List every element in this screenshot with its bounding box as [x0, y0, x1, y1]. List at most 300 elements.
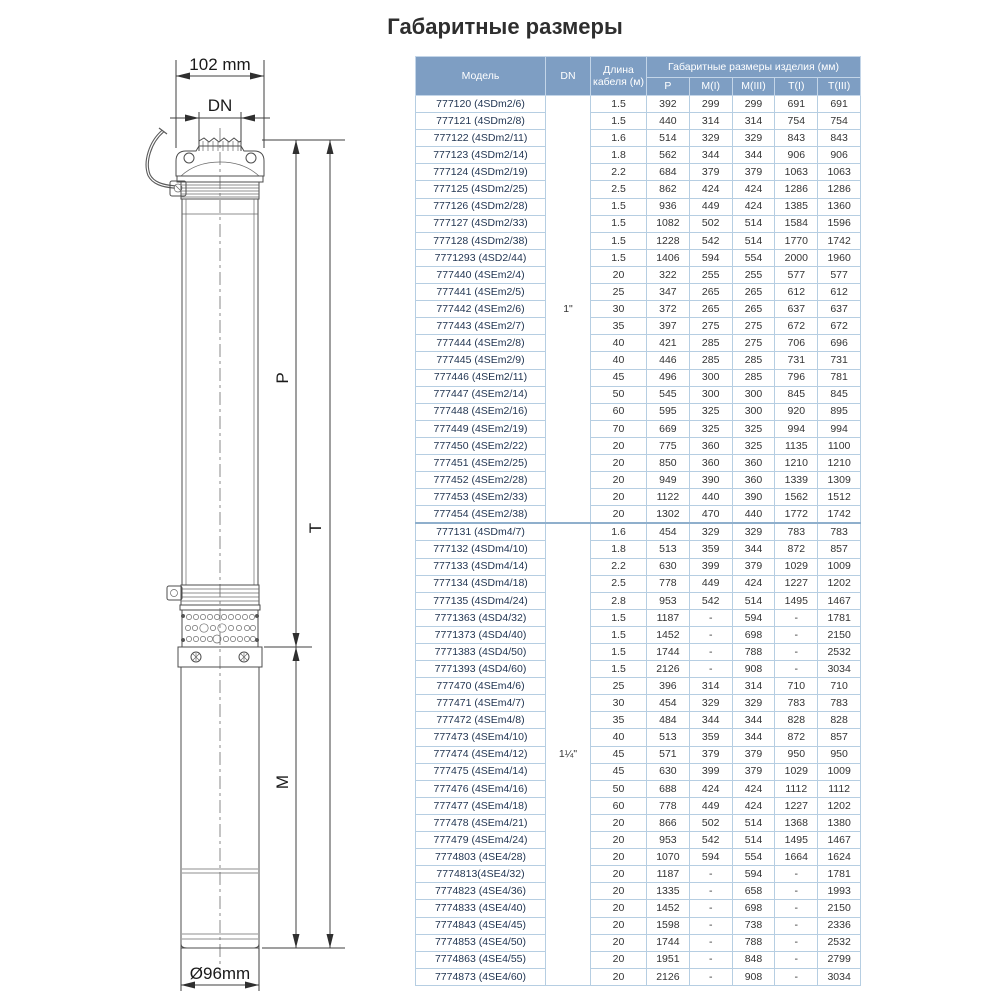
dim-p-cell: 396: [647, 678, 690, 695]
header-cable-length: Длина кабеля (м): [591, 57, 647, 96]
table-row: [416, 849, 861, 866]
header-model: Модель: [416, 57, 546, 96]
header-dim-t3: T(III): [818, 78, 861, 96]
cable-length-cell: 2.5: [591, 575, 647, 592]
header-dim-m1: M(I): [689, 78, 732, 96]
dim-label-t: T: [306, 522, 325, 534]
model-cell: 777124 (4SDm2/19): [416, 164, 546, 181]
dim-p-cell: 1070: [647, 849, 690, 866]
dim-t3-cell: 2336: [818, 917, 861, 934]
dim-p-cell: 1744: [647, 934, 690, 951]
dim-m3-cell: 514: [732, 215, 775, 232]
dim-m3-cell: 554: [732, 849, 775, 866]
dim-t3-cell: 1009: [818, 558, 861, 575]
dim-t1-cell: 731: [775, 352, 818, 369]
dim-m3-cell: 329: [732, 130, 775, 147]
dim-m1-cell: 424: [689, 780, 732, 797]
dim-t1-cell: 1368: [775, 814, 818, 831]
dim-m1-cell: 424: [689, 181, 732, 198]
dim-t1-cell: -: [775, 883, 818, 900]
table-row: [416, 215, 861, 232]
model-cell: 777121 (4SDm2/8): [416, 113, 546, 130]
cable-length-cell: 60: [591, 797, 647, 814]
model-cell: 777452 (4SEm2/28): [416, 472, 546, 489]
dim-m3-cell: 314: [732, 678, 775, 695]
dimensions-table: [415, 56, 861, 986]
dim-t3-cell: 783: [818, 695, 861, 712]
table-row: [416, 318, 861, 335]
table-row: [416, 934, 861, 951]
dim-t1-cell: 872: [775, 729, 818, 746]
dim-t3-cell: 1202: [818, 797, 861, 814]
dim-p-cell: 347: [647, 284, 690, 301]
dim-m3-cell: 314: [732, 113, 775, 130]
cable-length-cell: 20: [591, 917, 647, 934]
pump-drawing: [0, 0, 420, 1000]
table-row: [416, 661, 861, 678]
dim-t3-cell: 1467: [818, 832, 861, 849]
dim-t3-cell: 731: [818, 352, 861, 369]
model-cell: 777127 (4SDm2/33): [416, 215, 546, 232]
dim-m3-cell: 379: [732, 763, 775, 780]
table-row: [416, 181, 861, 198]
dim-t3-cell: 672: [818, 318, 861, 335]
table-row: [416, 695, 861, 712]
table-row: [416, 541, 861, 558]
dim-m3-cell: 299: [732, 96, 775, 113]
model-cell: 777441 (4SEm2/5): [416, 284, 546, 301]
table-row: [416, 96, 861, 113]
dim-m1-cell: 542: [689, 232, 732, 249]
dim-t3-cell: 1742: [818, 232, 861, 249]
model-cell: 777449 (4SEm2/19): [416, 420, 546, 437]
header-dim-m3: M(III): [732, 78, 775, 96]
dim-t1-cell: 1063: [775, 164, 818, 181]
model-cell: 777128 (4SDm2/38): [416, 232, 546, 249]
dim-p-cell: 2126: [647, 968, 690, 985]
dim-t1-cell: 710: [775, 678, 818, 695]
dim-p-cell: 1452: [647, 900, 690, 917]
model-cell: 777474 (4SEm4/12): [416, 746, 546, 763]
model-cell: 7774803 (4SE4/28): [416, 849, 546, 866]
dim-t1-cell: 691: [775, 96, 818, 113]
dim-m3-cell: 658: [732, 883, 775, 900]
dim-t1-cell: 1770: [775, 232, 818, 249]
dim-p-cell: 454: [647, 695, 690, 712]
model-cell: 777133 (4SDm4/14): [416, 558, 546, 575]
model-cell: 777120 (4SDm2/6): [416, 96, 546, 113]
model-cell: 777478 (4SEm4/21): [416, 814, 546, 831]
dim-p-cell: 1598: [647, 917, 690, 934]
dim-t3-cell: 612: [818, 284, 861, 301]
dim-m3-cell: 329: [732, 695, 775, 712]
model-cell: 777122 (4SDm2/11): [416, 130, 546, 147]
dim-m3-cell: 325: [732, 420, 775, 437]
dim-m1-cell: 399: [689, 558, 732, 575]
dim-t3-cell: 1512: [818, 489, 861, 506]
model-cell: 777134 (4SDm4/18): [416, 575, 546, 592]
dim-m1-cell: 440: [689, 489, 732, 506]
dim-m1-cell: -: [689, 866, 732, 883]
cable-length-cell: 35: [591, 318, 647, 335]
dim-p-cell: 1951: [647, 951, 690, 968]
dim-t3-cell: 1624: [818, 849, 861, 866]
dim-m3-cell: 554: [732, 249, 775, 266]
dim-t1-cell: 1385: [775, 198, 818, 215]
table-row: [416, 814, 861, 831]
junction-section: [167, 585, 259, 605]
cable-length-cell: 2.2: [591, 164, 647, 181]
table-row: [416, 335, 861, 352]
dim-p-cell: 775: [647, 437, 690, 454]
dim-t3-cell: 2150: [818, 626, 861, 643]
dim-m1-cell: 502: [689, 814, 732, 831]
dim-t3-cell: 2150: [818, 900, 861, 917]
dim-p-cell: 322: [647, 266, 690, 283]
model-cell: 777132 (4SDm4/10): [416, 541, 546, 558]
dim-t1-cell: 1772: [775, 506, 818, 524]
dim-t3-cell: 1112: [818, 780, 861, 797]
model-cell: 777440 (4SEm2/4): [416, 266, 546, 283]
cable-length-cell: 20: [591, 454, 647, 471]
dim-t3-cell: 691: [818, 96, 861, 113]
table-row: [416, 352, 861, 369]
dim-m3-cell: 424: [732, 181, 775, 198]
dim-t1-cell: -: [775, 644, 818, 661]
dim-m3-cell: 275: [732, 318, 775, 335]
dim-t3-cell: 1993: [818, 883, 861, 900]
table-row: [416, 113, 861, 130]
dim-p-cell: 669: [647, 420, 690, 437]
cable-length-cell: 1.6: [591, 130, 647, 147]
model-cell: 777470 (4SEm4/6): [416, 678, 546, 695]
dim-label-102mm: 102 mm: [189, 55, 251, 74]
table-row: [416, 301, 861, 318]
model-cell: 777476 (4SEm4/16): [416, 780, 546, 797]
dim-p-cell: 392: [647, 96, 690, 113]
model-cell: 777471 (4SEm4/7): [416, 695, 546, 712]
table-row: [416, 249, 861, 266]
dim-p-cell: 1122: [647, 489, 690, 506]
model-cell: 777446 (4SEm2/11): [416, 369, 546, 386]
dim-m1-cell: -: [689, 951, 732, 968]
dim-m1-cell: 359: [689, 729, 732, 746]
dim-p-cell: 936: [647, 198, 690, 215]
dim-t1-cell: 1029: [775, 763, 818, 780]
dim-m1-cell: 300: [689, 369, 732, 386]
cable-length-cell: 1.8: [591, 541, 647, 558]
dim-t1-cell: 950: [775, 746, 818, 763]
dimension-right: [262, 140, 345, 948]
model-cell: 7771363 (4SD4/32): [416, 609, 546, 626]
model-cell: 777450 (4SEm2/22): [416, 437, 546, 454]
dim-t1-cell: 1339: [775, 472, 818, 489]
dim-m3-cell: 329: [732, 523, 775, 541]
dim-t3-cell: 696: [818, 335, 861, 352]
dim-t3-cell: 1286: [818, 181, 861, 198]
dim-p-cell: 688: [647, 780, 690, 797]
cable-length-cell: 1.5: [591, 96, 647, 113]
dim-m1-cell: -: [689, 644, 732, 661]
dim-p-cell: 1335: [647, 883, 690, 900]
cable-length-cell: 2.8: [591, 592, 647, 609]
table-header: [416, 57, 861, 96]
dim-m1-cell: 314: [689, 678, 732, 695]
dim-t3-cell: 710: [818, 678, 861, 695]
table-row: [416, 797, 861, 814]
table-row: [416, 900, 861, 917]
dim-p-cell: 545: [647, 386, 690, 403]
model-cell: 7771383 (4SD4/50): [416, 644, 546, 661]
dim-t1-cell: -: [775, 951, 818, 968]
dim-t1-cell: 828: [775, 712, 818, 729]
cable-length-cell: 20: [591, 968, 647, 985]
dim-t3-cell: 1960: [818, 249, 861, 266]
cable-length-cell: 20: [591, 866, 647, 883]
cable-length-cell: 60: [591, 403, 647, 420]
dim-p-cell: 949: [647, 472, 690, 489]
dim-m3-cell: 379: [732, 558, 775, 575]
dim-m3-cell: 594: [732, 609, 775, 626]
dim-t1-cell: 672: [775, 318, 818, 335]
dim-p-cell: 850: [647, 454, 690, 471]
model-cell: 7774873 (4SE4/60): [416, 968, 546, 985]
cable-length-cell: 1.5: [591, 626, 647, 643]
dim-t3-cell: 1009: [818, 763, 861, 780]
cable-length-cell: 20: [591, 951, 647, 968]
dim-t3-cell: 1309: [818, 472, 861, 489]
dim-t1-cell: 1664: [775, 849, 818, 866]
dim-t1-cell: 1227: [775, 797, 818, 814]
cable-length-cell: 45: [591, 746, 647, 763]
model-cell: 777479 (4SEm4/24): [416, 832, 546, 849]
table-row: [416, 403, 861, 420]
cable-length-cell: 40: [591, 729, 647, 746]
dim-p-cell: 372: [647, 301, 690, 318]
dim-t1-cell: 706: [775, 335, 818, 352]
dim-m1-cell: 275: [689, 318, 732, 335]
model-cell: 777477 (4SEm4/18): [416, 797, 546, 814]
dim-m1-cell: 300: [689, 386, 732, 403]
dim-m1-cell: 449: [689, 797, 732, 814]
dim-p-cell: 397: [647, 318, 690, 335]
model-cell: 7774833 (4SE4/40): [416, 900, 546, 917]
model-cell: 7774813(4SE4/32): [416, 866, 546, 883]
dim-t1-cell: 994: [775, 420, 818, 437]
dim-m1-cell: 449: [689, 575, 732, 592]
cable-length-cell: 1.5: [591, 644, 647, 661]
dim-m1-cell: 329: [689, 695, 732, 712]
dim-m1-cell: 502: [689, 215, 732, 232]
table-row: [416, 575, 861, 592]
dim-m3-cell: 325: [732, 437, 775, 454]
model-cell: 777443 (4SEm2/7): [416, 318, 546, 335]
table-row: [416, 523, 861, 541]
dim-m1-cell: 360: [689, 454, 732, 471]
dim-t1-cell: 1562: [775, 489, 818, 506]
table-row: [416, 746, 861, 763]
dim-t3-cell: 1380: [818, 814, 861, 831]
cable-length-cell: 40: [591, 335, 647, 352]
dim-t3-cell: 857: [818, 541, 861, 558]
dim-m1-cell: 542: [689, 592, 732, 609]
header-dim-t1: T(I): [775, 78, 818, 96]
cable-length-cell: 70: [591, 420, 647, 437]
cable-length-cell: 30: [591, 301, 647, 318]
cable-length-cell: 45: [591, 763, 647, 780]
dim-p-cell: 595: [647, 403, 690, 420]
cable-length-cell: 1.5: [591, 215, 647, 232]
dn-cell: 1": [546, 96, 591, 524]
dim-m1-cell: -: [689, 883, 732, 900]
dim-t3-cell: 637: [818, 301, 861, 318]
header-dims-group: Габаритные размеры изделия (мм): [647, 57, 861, 78]
dimensions-table-container: [415, 56, 861, 986]
dim-m3-cell: 594: [732, 866, 775, 883]
dim-t1-cell: 1584: [775, 215, 818, 232]
dim-p-cell: 1406: [647, 249, 690, 266]
dim-m1-cell: 360: [689, 437, 732, 454]
dim-p-cell: 446: [647, 352, 690, 369]
dim-p-cell: 778: [647, 797, 690, 814]
cable-length-cell: 40: [591, 352, 647, 369]
dim-m3-cell: 344: [732, 729, 775, 746]
cable-length-cell: 30: [591, 695, 647, 712]
dim-p-cell: 513: [647, 541, 690, 558]
dim-t3-cell: 1210: [818, 454, 861, 471]
dim-m1-cell: 329: [689, 523, 732, 541]
dim-t1-cell: 2000: [775, 249, 818, 266]
dim-m1-cell: 255: [689, 266, 732, 283]
table-row: [416, 420, 861, 437]
dim-p-cell: 562: [647, 147, 690, 164]
table-row: [416, 712, 861, 729]
dim-t1-cell: -: [775, 968, 818, 985]
dim-t1-cell: 920: [775, 403, 818, 420]
dim-t3-cell: 1781: [818, 866, 861, 883]
table-row: [416, 266, 861, 283]
dim-t1-cell: 796: [775, 369, 818, 386]
dim-t1-cell: 1286: [775, 181, 818, 198]
dim-m1-cell: 379: [689, 164, 732, 181]
cable-length-cell: 2.5: [591, 181, 647, 198]
dim-t3-cell: 1202: [818, 575, 861, 592]
cable-length-cell: 1.5: [591, 198, 647, 215]
table-row: [416, 780, 861, 797]
dim-t3-cell: 857: [818, 729, 861, 746]
model-cell: 7774843 (4SE4/45): [416, 917, 546, 934]
dim-t1-cell: 872: [775, 541, 818, 558]
dim-m1-cell: 594: [689, 249, 732, 266]
model-cell: 777454 (4SEm2/38): [416, 506, 546, 524]
cable-length-cell: 2.2: [591, 558, 647, 575]
dim-t1-cell: -: [775, 917, 818, 934]
dim-m3-cell: 265: [732, 284, 775, 301]
dim-label-96mm: Ø96mm: [189, 964, 251, 983]
dim-p-cell: 866: [647, 814, 690, 831]
model-cell: 7774823 (4SE4/36): [416, 883, 546, 900]
model-cell: 777126 (4SDm2/28): [416, 198, 546, 215]
table-row: [416, 678, 861, 695]
dim-m3-cell: 360: [732, 472, 775, 489]
dim-m1-cell: -: [689, 609, 732, 626]
dim-m3-cell: 698: [732, 626, 775, 643]
dim-t1-cell: 612: [775, 284, 818, 301]
dim-t1-cell: 1495: [775, 832, 818, 849]
dim-t1-cell: 783: [775, 695, 818, 712]
model-cell: 777123 (4SDm2/14): [416, 147, 546, 164]
dim-m1-cell: 344: [689, 147, 732, 164]
model-cell: 777451 (4SEm2/25): [416, 454, 546, 471]
dim-t1-cell: -: [775, 900, 818, 917]
dim-m3-cell: 514: [732, 832, 775, 849]
cable-length-cell: 20: [591, 506, 647, 524]
cable-length-cell: 50: [591, 386, 647, 403]
dim-p-cell: 2126: [647, 661, 690, 678]
head-ribs: [170, 181, 259, 199]
cable-length-cell: 1.5: [591, 113, 647, 130]
dim-p-cell: 1082: [647, 215, 690, 232]
dim-p-cell: 454: [647, 523, 690, 541]
dim-m1-cell: 594: [689, 849, 732, 866]
dim-m3-cell: 379: [732, 746, 775, 763]
dim-p-cell: 1744: [647, 644, 690, 661]
dim-m3-cell: 424: [732, 198, 775, 215]
table-row: [416, 437, 861, 454]
table-row: [416, 917, 861, 934]
dim-m1-cell: 390: [689, 472, 732, 489]
dim-p-cell: 1452: [647, 626, 690, 643]
dim-label-m: M: [273, 774, 292, 790]
dim-t1-cell: 845: [775, 386, 818, 403]
dim-p-cell: 1228: [647, 232, 690, 249]
dim-m3-cell: 255: [732, 266, 775, 283]
model-cell: 777444 (4SEm2/8): [416, 335, 546, 352]
dim-t3-cell: 783: [818, 523, 861, 541]
dim-p-cell: 630: [647, 558, 690, 575]
dim-t1-cell: 1210: [775, 454, 818, 471]
dim-t1-cell: -: [775, 626, 818, 643]
cable-length-cell: 20: [591, 934, 647, 951]
cable-length-cell: 20: [591, 266, 647, 283]
dim-m1-cell: 285: [689, 335, 732, 352]
table-row: [416, 968, 861, 985]
dim-m1-cell: 379: [689, 746, 732, 763]
cable-length-cell: 1.6: [591, 523, 647, 541]
model-cell: 7771373 (4SD4/40): [416, 626, 546, 643]
dim-t3-cell: 2799: [818, 951, 861, 968]
dim-m1-cell: -: [689, 917, 732, 934]
dim-label-p: P: [273, 372, 292, 384]
table-row: [416, 164, 861, 181]
dim-t3-cell: 3034: [818, 968, 861, 985]
dim-m1-cell: 314: [689, 113, 732, 130]
model-cell: 777442 (4SEm2/6): [416, 301, 546, 318]
model-cell: 7771293 (4SD2/44): [416, 249, 546, 266]
dim-p-cell: 513: [647, 729, 690, 746]
dim-t3-cell: 1467: [818, 592, 861, 609]
dim-m1-cell: -: [689, 968, 732, 985]
table-row: [416, 592, 861, 609]
model-cell: 777445 (4SEm2/9): [416, 352, 546, 369]
table-row: [416, 866, 861, 883]
dim-m3-cell: 788: [732, 644, 775, 661]
dim-p-cell: 953: [647, 592, 690, 609]
dim-p-cell: 953: [647, 832, 690, 849]
cable-length-cell: 25: [591, 284, 647, 301]
dim-t1-cell: 906: [775, 147, 818, 164]
dim-m3-cell: 390: [732, 489, 775, 506]
